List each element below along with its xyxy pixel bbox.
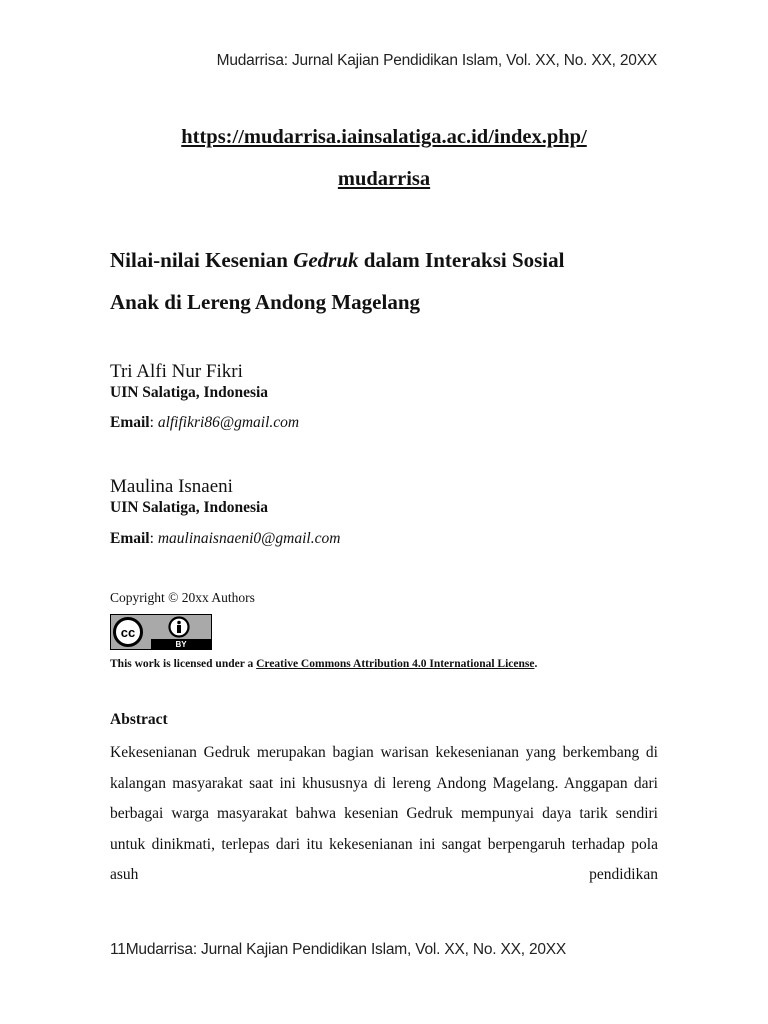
email-address[interactable]: maulinaisnaeni0@gmail.com: [157, 530, 341, 547]
email-separator: :: [149, 530, 158, 547]
license-link[interactable]: Creative Commons Attribution 4.0 International License: [256, 658, 535, 670]
email-label: Email: [110, 530, 150, 547]
license-statement: [110, 658, 537, 670]
by-label: BY: [175, 640, 187, 649]
email-address[interactable]: alfifikri86@gmail.com: [157, 414, 300, 431]
abstract-text: Kekesenianan Gedruk merupakan bagian warisan kekesenianan yang berkembang di kalangan masyarakat saat ini khususnya di lereng Andong Magelang. Anggapan dari berbagai warga masyarakat bahwa kesenian Gedruk mempunyai daya tarik sendiri untuk dinikmati, terlepas dari itu kekesenianan ini sangat berpengaruh terhadap pola asuh pendidikan: [110, 744, 658, 883]
journal-url-link[interactable]: https://mudarrisa.iainsalatiga.ac.id/index.php/: [181, 126, 587, 148]
license-suffix: .: [534, 658, 538, 670]
author-affiliation: UIN Salatiga, Indonesia: [110, 499, 269, 516]
title-line-2: Anak di Lereng Andong Magelang: [110, 290, 421, 314]
title-part: Nilai-nilai Kesenian: [110, 248, 294, 272]
title-italic-term: Gedruk: [293, 248, 359, 272]
author-email: [110, 530, 340, 548]
abstract-heading: Abstract: [110, 711, 168, 728]
author-name: Tri Alfi Nur Fikri: [110, 361, 243, 382]
cc-by-license-badge[interactable]: [110, 614, 212, 650]
attribution-person-icon: [170, 618, 189, 637]
email-separator: :: [149, 414, 158, 431]
article-title: [110, 239, 670, 323]
page-number: 11: [110, 941, 126, 958]
svg-text:cc: cc: [120, 625, 136, 640]
author-affiliation: UIN Salatiga, Indonesia: [110, 384, 269, 401]
journal-url-link-continued[interactable]: mudarrisa: [337, 168, 431, 190]
title-part: dalam Interaksi Sosial: [358, 248, 565, 272]
footer-running-title: Mudarrisa: Jurnal Kajian Pendidikan Islam, Vol. XX, No. XX, 20XX: [125, 941, 567, 958]
copyright-notice: Copyright © 20xx Authors: [110, 590, 255, 605]
email-label: Email: [110, 414, 150, 431]
author-email: [110, 414, 299, 432]
author-name: Maulina Isnaeni: [110, 476, 233, 497]
license-prefix: This work is licensed under a: [110, 658, 257, 670]
cc-icon: [115, 619, 142, 646]
running-header: Mudarrisa: Jurnal Kajian Pendidikan Islam, Vol. XX, No. XX, 20XX: [216, 52, 657, 69]
page-footer: [110, 941, 566, 959]
